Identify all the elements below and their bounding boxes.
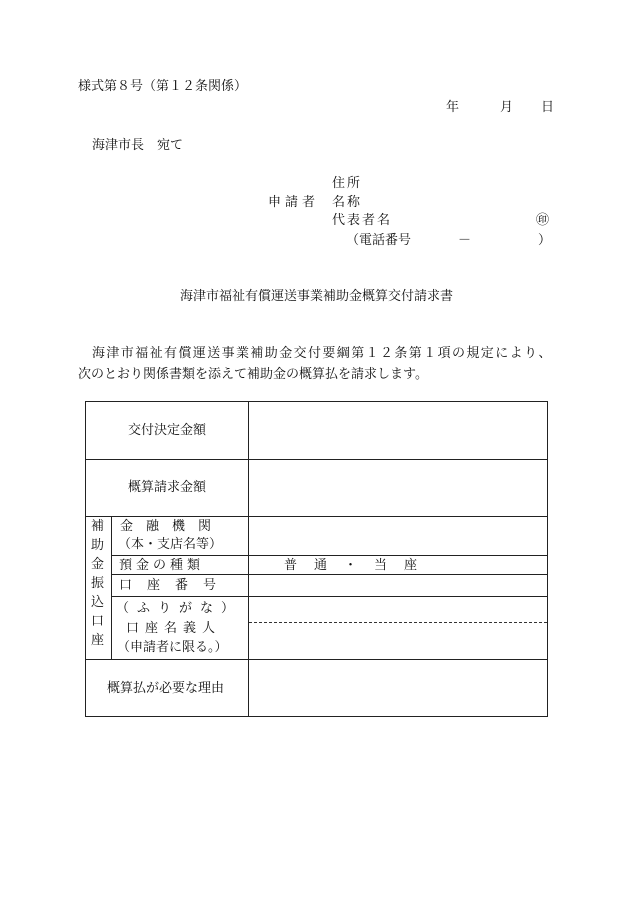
- addressee: 海津市長 宛て: [92, 138, 184, 153]
- phone-open: （電話番号: [346, 233, 412, 248]
- transfer-account-char: 座: [91, 633, 105, 648]
- transfer-account-char: 補: [91, 519, 105, 534]
- requested-amount-field[interactable]: [250, 461, 546, 515]
- account-name-note: （申請者に限る。）: [117, 640, 228, 655]
- decided-amount-label: 交付決定金額: [128, 423, 207, 438]
- body-line-1: 海津市福祉有償運送事業補助金交付要綱第１２条第１項の規定により、: [92, 346, 553, 361]
- transfer-account-char: 振: [91, 576, 105, 591]
- address-label: 住所: [332, 176, 363, 191]
- transfer-account-char: 助: [91, 538, 105, 553]
- reason-label: 概算払が必要な理由: [107, 681, 225, 696]
- furigana-label: （ふりがな）: [116, 601, 243, 616]
- date-year: 年: [446, 100, 460, 115]
- requested-amount-label: 概算請求金額: [128, 480, 207, 495]
- phone-close: ）: [538, 233, 552, 248]
- body-line-2: 次のとおり関係書類を添えて補助金の概算払を請求します。: [78, 367, 428, 382]
- deposit-type-value: 普 通 ・ 当 座: [284, 558, 420, 573]
- account-number-field[interactable]: [250, 576, 546, 595]
- bank-label: 金融機関: [120, 519, 225, 534]
- date-day: 日: [541, 100, 555, 115]
- seal-mark: ㊞: [536, 213, 550, 228]
- name-label: 名称: [332, 195, 363, 210]
- furigana-field[interactable]: [250, 598, 546, 621]
- phone-dash: －: [458, 233, 472, 248]
- account-name-field[interactable]: [250, 624, 546, 658]
- transfer-account-char: 金: [91, 557, 105, 572]
- applicant-label: 申請者: [268, 195, 320, 210]
- date-month: 月: [500, 100, 514, 115]
- reason-field[interactable]: [250, 661, 546, 715]
- decided-amount-field[interactable]: [250, 403, 546, 458]
- account-name-label: 口座名義人: [126, 621, 222, 636]
- transfer-account-char: 口: [91, 614, 105, 629]
- deposit-type-label: 預金の種類: [119, 558, 205, 573]
- bank-sub-label: （本・支店名等）: [118, 537, 223, 552]
- representative-label: 代表者名: [332, 213, 393, 228]
- form-number: 様式第８号（第１２条関係）: [78, 79, 248, 94]
- document-title: 海津市福祉有償運送事業補助金概算交付請求書: [180, 289, 454, 304]
- account-number-label: 口座番号: [119, 578, 232, 593]
- bank-field[interactable]: [250, 518, 546, 554]
- transfer-account-char: 込: [91, 595, 105, 610]
